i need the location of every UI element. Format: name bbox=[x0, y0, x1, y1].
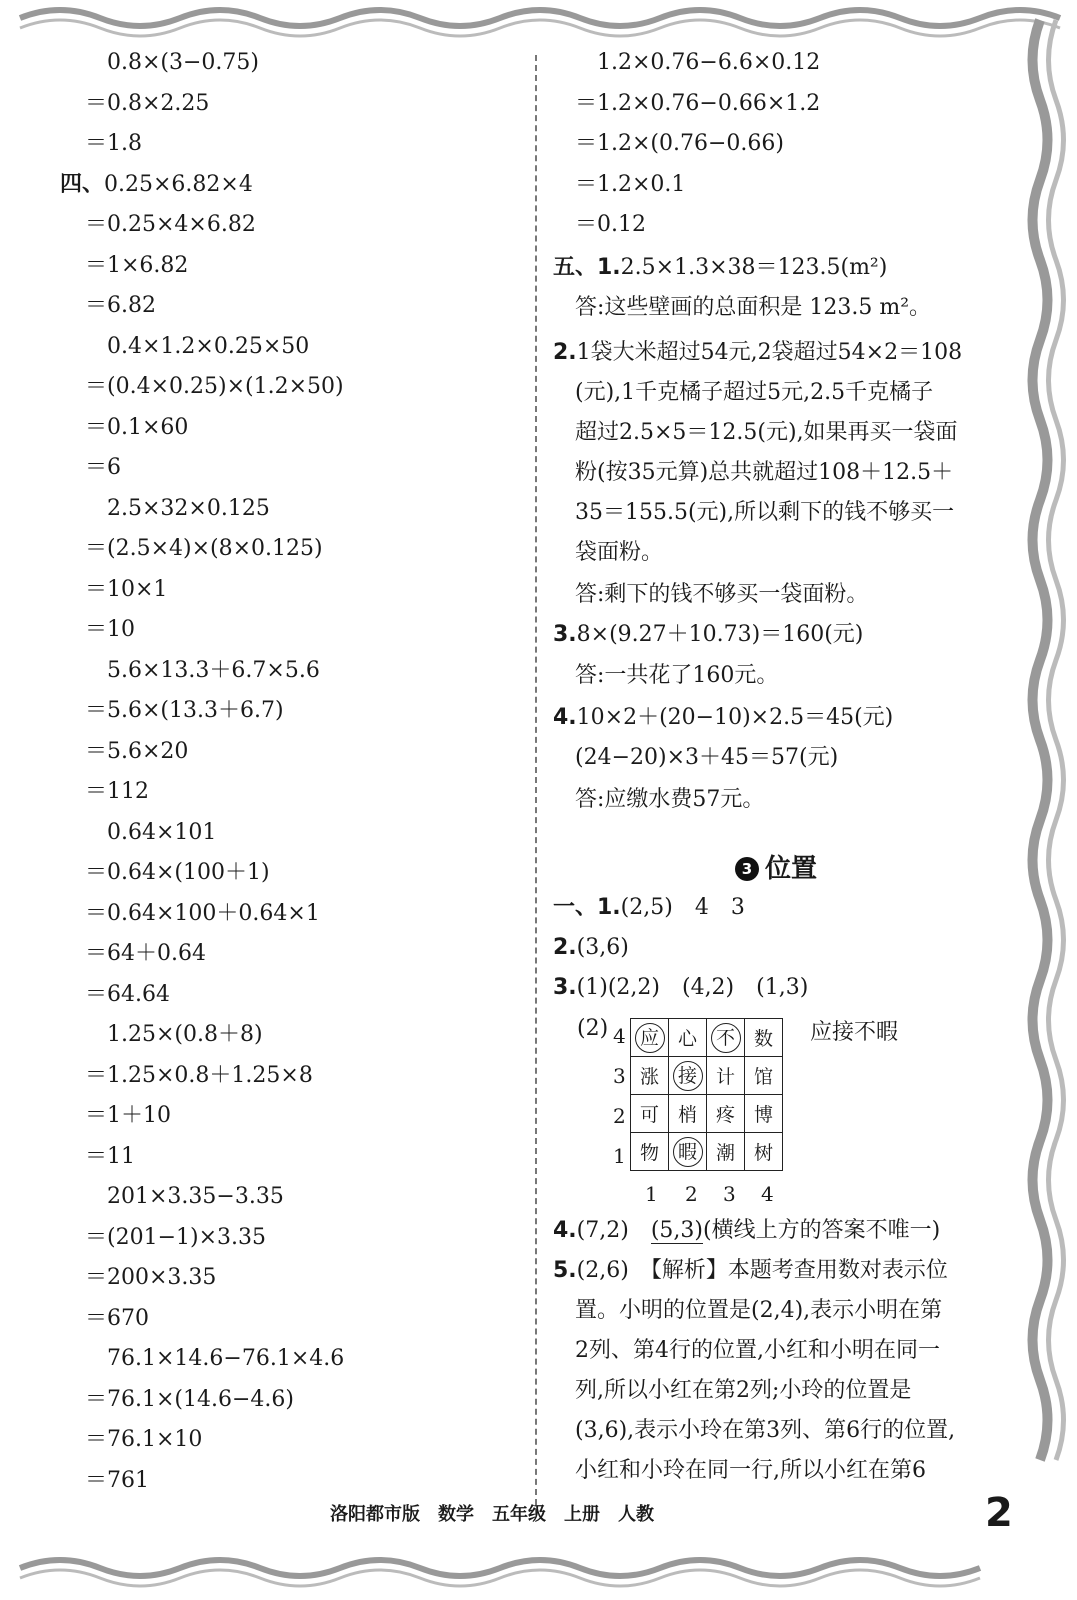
calc-line: ＝200×3.35 bbox=[85, 1265, 217, 1290]
calc-line: 1.2×0.76−6.6×0.12 bbox=[575, 50, 821, 75]
calc-line: 201×3.35−3.35 bbox=[85, 1184, 284, 1209]
section-label: 四、 bbox=[60, 171, 105, 197]
calc-line: 0.64×101 bbox=[85, 819, 217, 845]
calc-line: ＝1.2×(0.76−0.66) bbox=[575, 131, 784, 156]
grid-cell bbox=[707, 1019, 745, 1057]
calc-line: ＝64＋0.64 bbox=[85, 941, 206, 966]
calc-line: ＝0.8×2.25 bbox=[85, 90, 210, 116]
footer-edition: 洛阳都市版 数学 五年级 上册 人教 bbox=[330, 1504, 654, 1525]
calc-line: ＝6.82 bbox=[85, 293, 156, 318]
calc-line: ＝11 bbox=[85, 1143, 135, 1169]
grid-row bbox=[631, 1133, 783, 1171]
sec3-q4: 4.(7,2) (5,3)(横线上方的答案不唯一) bbox=[553, 1218, 941, 1243]
sec3-q3: 3.(1)(2,2) (4,2) (1,3) bbox=[553, 975, 809, 1000]
grid-col-label: 1 bbox=[645, 1182, 658, 1206]
circled-char: 暇 bbox=[673, 1137, 703, 1167]
grid-col-label: 4 bbox=[761, 1182, 774, 1206]
sec5-q3: 3.8×(9.27＋10.73)＝160(元) bbox=[553, 622, 864, 647]
calc-line: 1.25×(0.8＋8) bbox=[85, 1022, 263, 1047]
grid-cell: 物 bbox=[631, 1133, 669, 1171]
sec5-q1-answer: 答:这些壁画的总面积是 123.5 m²。 bbox=[575, 295, 932, 320]
sec3-q5-line: 置。小明的位置是(2,4),表示小明在第 bbox=[575, 1298, 943, 1323]
calc-line: ＝5.6×(13.3＋6.7) bbox=[85, 698, 284, 723]
left-column bbox=[0, 48, 530, 1528]
grid-row-label: 2 bbox=[613, 1104, 626, 1128]
calc-line: ＝112 bbox=[85, 779, 149, 804]
grid-cell bbox=[631, 1019, 669, 1057]
calc-line: ＝(201−1)×3.35 bbox=[85, 1224, 267, 1250]
calc-line: ＝5.6×20 bbox=[85, 738, 189, 764]
sec3-q5-line: 列,所以小红在第2列;小玲的位置是 bbox=[575, 1378, 912, 1403]
calc-line: ＝670 bbox=[85, 1305, 149, 1331]
grid-cell: 计 bbox=[707, 1057, 745, 1095]
calc-line: ＝64.64 bbox=[85, 981, 170, 1007]
grid-cell: 博 bbox=[745, 1095, 783, 1133]
grid-cell bbox=[669, 1133, 707, 1171]
sec3-q5-line: (3,6),表示小玲在第3列、第6行的位置, bbox=[575, 1418, 956, 1443]
sec3-q2: 2.(3,6) bbox=[553, 935, 629, 960]
sec5-q2: 2.1袋大米超过54元,2袋超过54×2＝108 bbox=[553, 340, 963, 365]
sec3-q5-line: 小红和小玲在同一行,所以小红在第6 bbox=[575, 1458, 926, 1483]
grid-row bbox=[631, 1057, 783, 1095]
grid-row-label: 1 bbox=[613, 1144, 626, 1168]
sec5-q4-answer: 答:应缴水费57元。 bbox=[575, 787, 765, 812]
grid-cell: 涨 bbox=[631, 1057, 669, 1095]
grid-cell: 数 bbox=[745, 1019, 783, 1057]
calc-line: 0.8×(3−0.75) bbox=[85, 50, 260, 75]
calc-line: ＝1×6.82 bbox=[85, 252, 189, 278]
circled-char: 接 bbox=[673, 1061, 703, 1091]
sec3-q5: 5.(2,6) 【解析】本题考查用数对表示位 bbox=[553, 1258, 948, 1283]
grid-cell: 馆 bbox=[745, 1057, 783, 1095]
sec5-q2-line: 袋面粉。 bbox=[575, 540, 664, 565]
grid-cell: 心 bbox=[669, 1019, 707, 1057]
grid-cell: 潮 bbox=[707, 1133, 745, 1171]
grid-cell bbox=[669, 1057, 707, 1095]
calc-line: 四、0.25×6.82×4 bbox=[60, 171, 253, 197]
sec5-q2-line: 粉(按35元算)总共就超过108＋12.5＋ bbox=[575, 460, 954, 485]
sec5-q3-answer: 答:一共花了160元。 bbox=[575, 663, 779, 688]
calc-line: ＝0.12 bbox=[575, 212, 646, 237]
sec3-q1: 一、1.(2,5) 4 3 bbox=[553, 895, 745, 920]
calc-line: ＝76.1×(14.6−4.6) bbox=[85, 1386, 294, 1412]
column-divider bbox=[535, 55, 537, 1515]
calc-line: ＝0.64×100＋0.64×1 bbox=[85, 900, 320, 926]
calc-line: 5.6×13.3＋6.7×5.6 bbox=[85, 657, 320, 683]
sec3-q3-part2-label: (2) bbox=[577, 1016, 609, 1041]
page-number: 2 bbox=[985, 1490, 1013, 1536]
calc-line: ＝76.1×10 bbox=[85, 1427, 203, 1452]
calc-line: ＝1.2×0.1 bbox=[575, 171, 686, 197]
grid-cell: 可 bbox=[631, 1095, 669, 1133]
grid-answer: 应接不暇 bbox=[810, 1020, 899, 1045]
calc-line: ＝1＋10 bbox=[85, 1103, 171, 1128]
calc-line: 76.1×14.6−76.1×4.6 bbox=[85, 1346, 345, 1371]
circled-char: 应 bbox=[635, 1023, 665, 1053]
section-number-badge: 3 bbox=[735, 857, 759, 881]
grid-row bbox=[631, 1095, 783, 1133]
calc-line: ＝(2.5×4)×(8×0.125) bbox=[85, 536, 323, 561]
calc-line: 0.4×1.2×0.25×50 bbox=[85, 333, 310, 359]
sec5-q4: 4.10×2＋(20−10)×2.5＝45(元) bbox=[553, 705, 894, 730]
calc-line: ＝1.2×0.76−0.66×1.2 bbox=[575, 90, 821, 116]
sec5-q2-line: 35＝155.5(元),所以剩下的钱不够买一 bbox=[575, 500, 955, 525]
calc-line: ＝761 bbox=[85, 1467, 149, 1493]
calc-line: ＝10 bbox=[85, 617, 135, 642]
calc-line: 2.5×32×0.125 bbox=[85, 495, 270, 521]
grid-row-label: 4 bbox=[613, 1024, 626, 1048]
calc-line: ＝0.25×4×6.82 bbox=[85, 212, 256, 237]
right-column bbox=[545, 48, 1015, 1528]
section-heading bbox=[735, 848, 817, 885]
grid-cell: 疼 bbox=[707, 1095, 745, 1133]
grid-cell: 梢 bbox=[669, 1095, 707, 1133]
sec5-q2-line: 超过2.5×5＝12.5(元),如果再买一袋面 bbox=[575, 420, 958, 445]
calc-line: ＝1.8 bbox=[85, 131, 142, 156]
sec5-q2-answer: 答:剩下的钱不够买一袋面粉。 bbox=[575, 582, 869, 607]
calc-line: ＝0.1×60 bbox=[85, 414, 189, 440]
calc-line: ＝10×1 bbox=[85, 576, 168, 602]
sec3-q5-line: 2列、第4行的位置,小红和小明在同一 bbox=[575, 1338, 940, 1363]
sec5-q4-line: (24−20)×3＋45＝57(元) bbox=[575, 745, 839, 770]
position-grid bbox=[630, 1018, 783, 1171]
grid-col-label: 3 bbox=[723, 1182, 736, 1206]
section-title: 位置 bbox=[765, 854, 818, 884]
grid-row-label: 3 bbox=[613, 1064, 626, 1088]
grid-cell: 树 bbox=[745, 1133, 783, 1171]
calc-line: ＝6 bbox=[85, 455, 121, 480]
calc-line: ＝0.64×(100＋1) bbox=[85, 860, 270, 885]
calc-line: ＝1.25×0.8＋1.25×8 bbox=[85, 1062, 313, 1088]
sec5-q2-line: (元),1千克橘子超过5元,2.5千克橘子 bbox=[575, 380, 934, 405]
circled-char: 不 bbox=[711, 1023, 741, 1053]
calc-line: ＝(0.4×0.25)×(1.2×50) bbox=[85, 374, 344, 399]
sec5-q1: 五、1.2.5×1.3×38＝123.5(m²) bbox=[553, 255, 888, 280]
grid-row bbox=[631, 1019, 783, 1057]
grid-col-label: 2 bbox=[685, 1182, 698, 1206]
